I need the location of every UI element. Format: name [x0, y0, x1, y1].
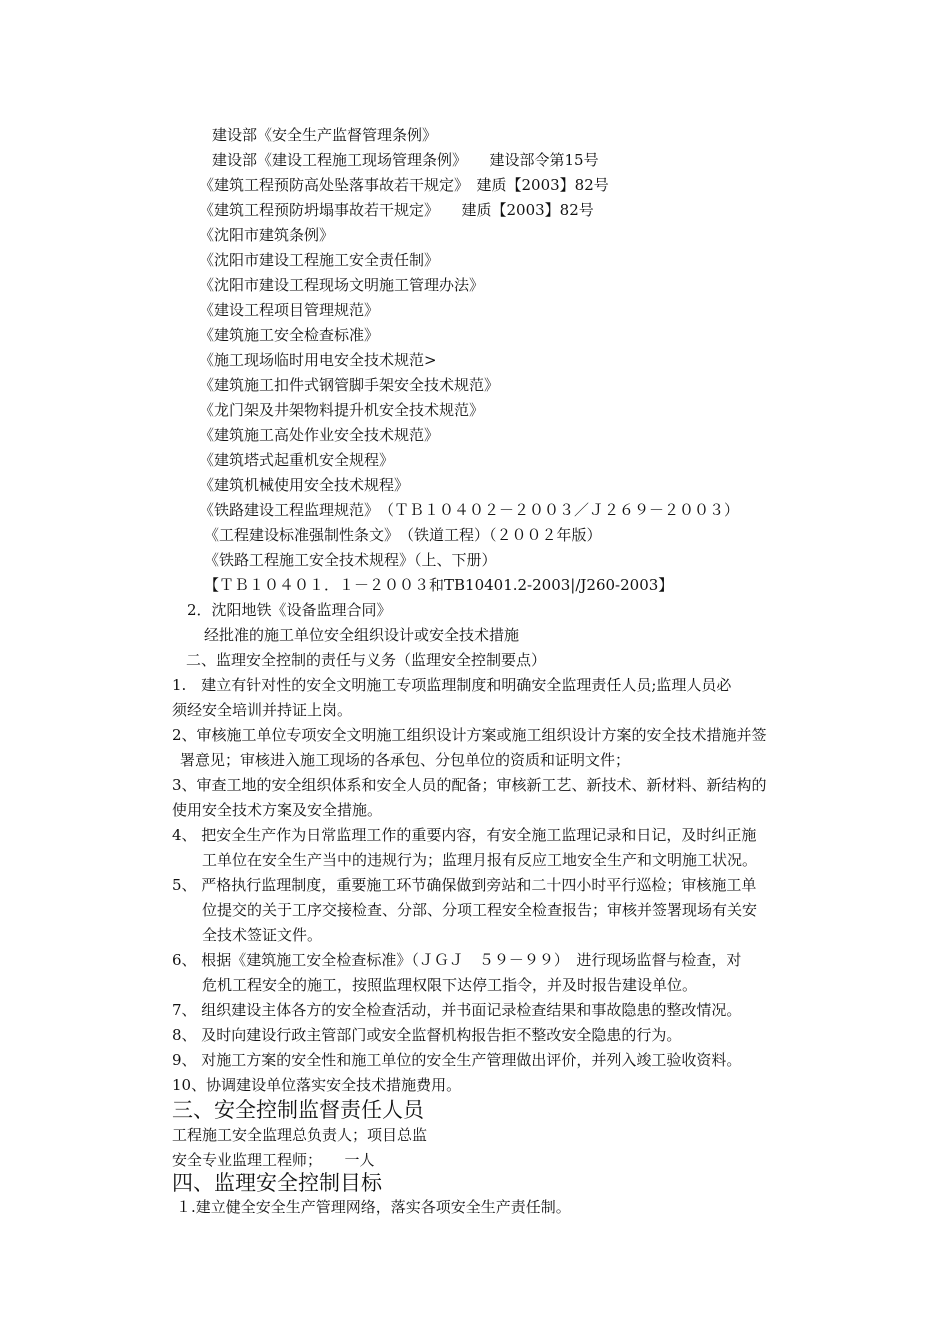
- reference-line: 《建筑塔式起重机安全规程》: [199, 451, 395, 469]
- reference-line: 《施工现场临时用电安全技术规范>: [199, 351, 437, 369]
- reference-line: 2．沈阳地铁《设备监理合同》: [187, 601, 392, 619]
- reference-line: 《铁路建设工程监理规范》 （ＴＢ１０４０２－２００３／Ｊ２６９－２００３）: [199, 501, 740, 519]
- reference-line: 《铁路工程施工安全技术规程》（上、下册）: [204, 551, 497, 569]
- reference-line: 《工程建设标准强制性条文》 （铁道工程）（２００２年版）: [204, 526, 602, 544]
- body-line: 使用安全技术方案及安全措施。: [172, 801, 383, 819]
- body-line: 危机工程安全的施工，按照监理权限下达停工指令，并及时报告建设单位。: [202, 976, 698, 994]
- body-line: 7、 组织建设主体各方的安全检查活动，并书面记录检查结果和事故隐患的整改情况。: [172, 1001, 742, 1019]
- body-line: 5、 严格执行监理制度，重要施工环节确保做到旁站和二十四小时平行巡检；审核施工单: [172, 876, 757, 894]
- body-line: １.建立健全安全生产管理网络，落实各项安全生产责任制。: [176, 1198, 571, 1216]
- body-line: 9、 对施工方案的安全性和施工单位的安全生产管理做出评价，并列入竣工验收资料。: [172, 1051, 742, 1069]
- body-line: 安全专业监理工程师； 一人: [172, 1151, 375, 1169]
- reference-line: 《建筑施工扣件式钢管脚手架安全技术规范》: [199, 376, 500, 394]
- body-line: 工程施工安全监理总负责人；项目总监: [172, 1126, 428, 1144]
- body-line: 3、审查工地的安全组织体系和安全人员的配备；审核新工艺、新技术、新材料、新结构的: [172, 776, 767, 794]
- reference-line: 【ＴＢ１０４０１．１－２００３和TB10401.2-2003|/J260-2003】: [204, 576, 674, 594]
- body-line: 2、审核施工单位专项安全文明施工组织设计方案或施工组织设计方案的安全技术措施并签: [172, 726, 767, 744]
- reference-line: 《建筑工程预防高处坠落事故若干规定》 建质【2003】82号: [199, 176, 609, 194]
- section-heading: 四、监理安全控制目标: [172, 1171, 382, 1195]
- reference-line: 《建设工程项目管理规范》: [199, 301, 380, 319]
- reference-line: 《沈阳市建设工程现场文明施工管理办法》: [199, 276, 485, 294]
- reference-line: 建设部《建设工程施工现场管理条例》 建设部令第15号: [212, 151, 599, 169]
- body-line: 1. 建立有针对性的安全文明施工专项监理制度和明确安全监理责任人员;监理人员必: [172, 676, 732, 694]
- body-line: 工单位在安全生产当中的违规行为；监理月报有反应工地安全生产和文明施工状况。: [202, 851, 758, 869]
- reference-line: 《建筑施工高处作业安全技术规范》: [199, 426, 440, 444]
- reference-line: 《建筑机械使用安全技术规程》: [199, 476, 410, 494]
- reference-line: 《龙门架及井架物料提升机安全技术规范》: [199, 401, 485, 419]
- body-line: 署意见；审核进入施工现场的各承包、分包单位的资质和证明文件；: [180, 751, 631, 769]
- body-line: 8、 及时向建设行政主管部门或安全监督机构报告拒不整改安全隐患的行为。: [172, 1026, 682, 1044]
- section-heading: 三、安全控制监督责任人员: [172, 1098, 424, 1122]
- reference-line: 经批准的施工单位安全组织设计或安全技术措施: [204, 626, 520, 644]
- reference-line: 《沈阳市建设工程施工安全责任制》: [199, 251, 440, 269]
- section-title: 二、监理安全控制的责任与义务（监理安全控制要点）: [186, 651, 547, 669]
- body-line: 全技术签证文件。: [202, 926, 323, 944]
- reference-line: 建设部《安全生产监督管理条例》: [212, 126, 438, 144]
- reference-line: 《建筑施工安全检查标准》: [199, 326, 380, 344]
- body-line: 6、 根据《建筑施工安全检查标准》（ＪＧＪ ５９－９９） 进行现场监督与检查，对: [172, 951, 742, 969]
- body-line: 4、 把安全生产作为日常监理工作的重要内容，有安全施工监理记录和日记，及时纠正施: [172, 826, 757, 844]
- body-line: 位提交的关于工序交接检查、分部、分项工程安全检查报告；审核并签署现场有关安: [202, 901, 758, 919]
- body-line: 须经安全培训并持证上岗。: [172, 701, 353, 719]
- body-line: 10、协调建设单位落实安全技术措施费用。: [172, 1076, 462, 1094]
- reference-line: 《建筑工程预防坍塌事故若干规定》 建质【2003】82号: [199, 201, 594, 219]
- reference-line: 《沈阳市建筑条例》: [199, 226, 335, 244]
